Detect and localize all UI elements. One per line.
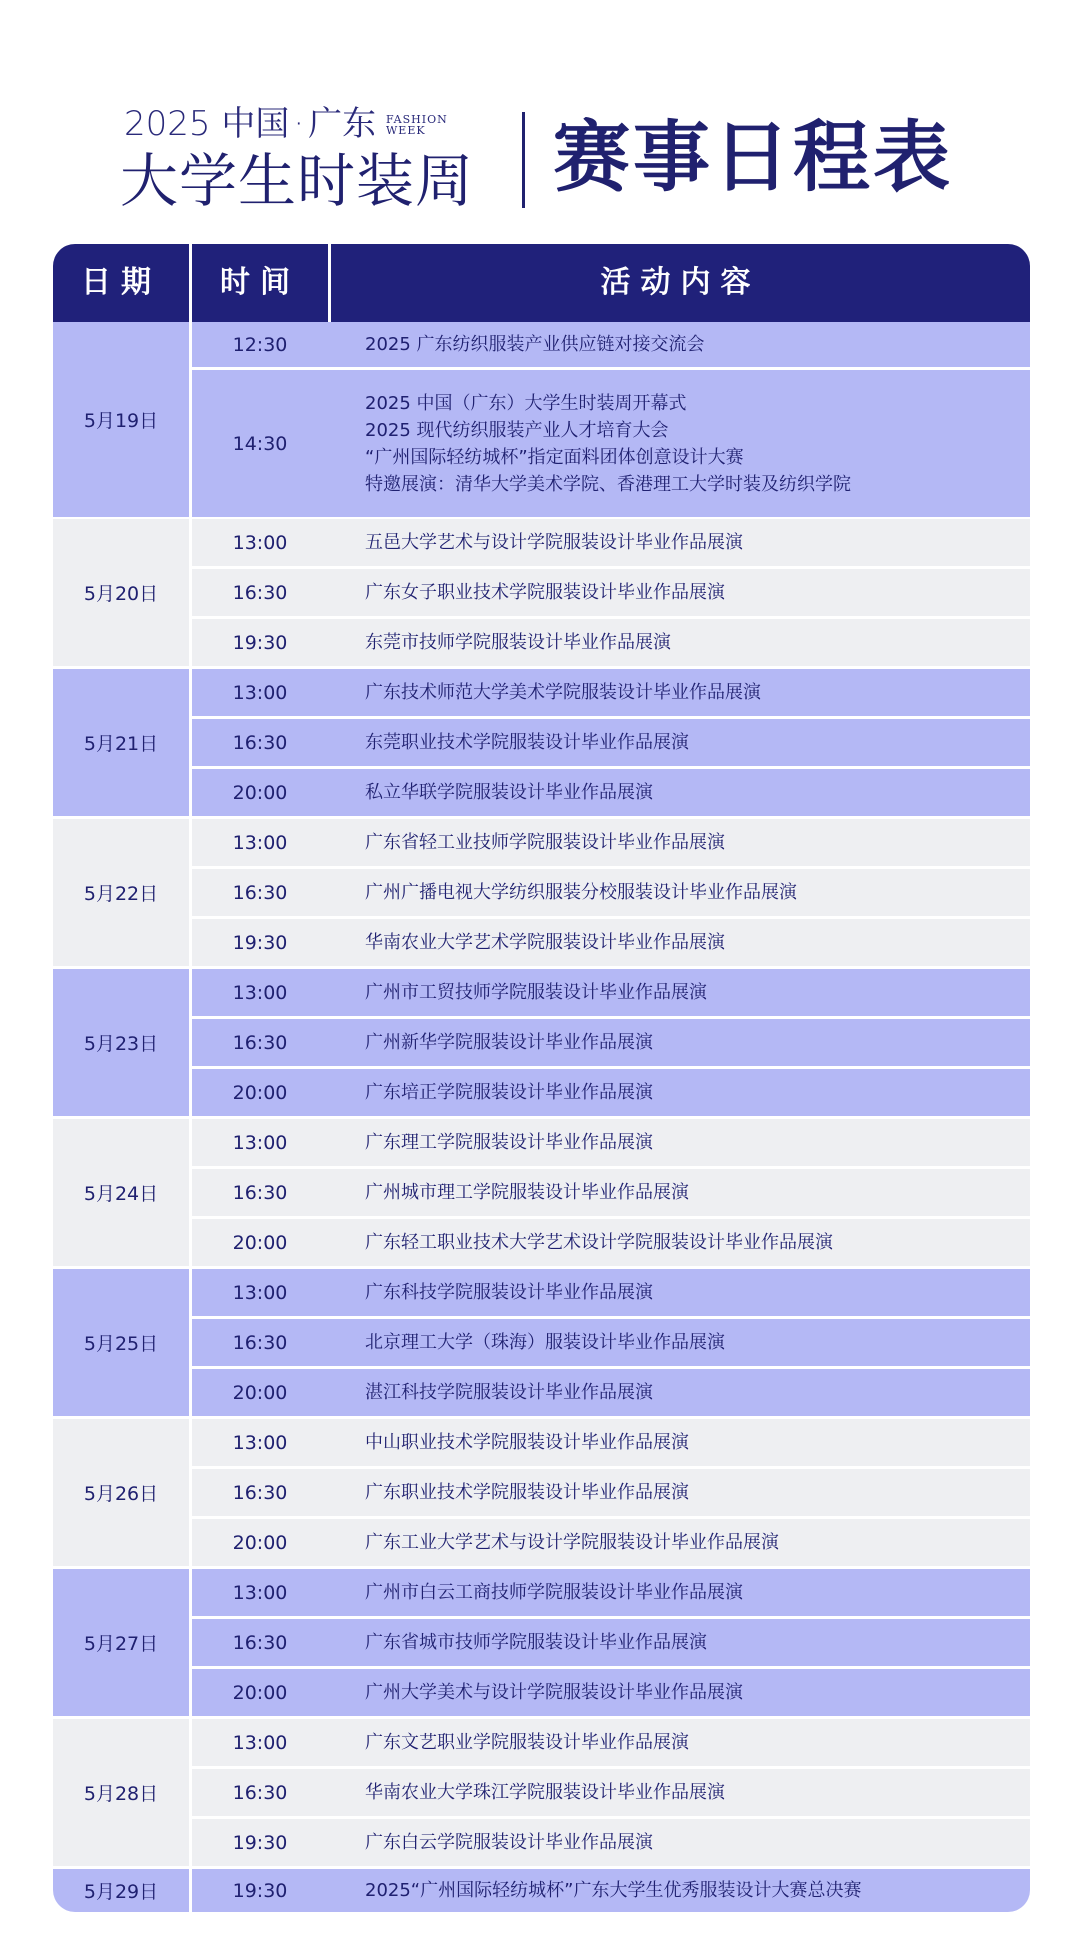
- activity-cell: [331, 1569, 1030, 1616]
- activity-line: 华南农业大学珠江学院服装设计毕业作品展演: [365, 1782, 725, 1803]
- activity-cell: [331, 619, 1030, 666]
- activity-cell: [331, 1519, 1030, 1566]
- column-header-time: 时间: [220, 265, 300, 300]
- time-cell: 14:30: [232, 432, 288, 455]
- time-cell: 20:00: [232, 1681, 288, 1704]
- time-cell: 16:30: [232, 1331, 288, 1354]
- activity-cell: [331, 519, 1030, 566]
- time-cell: 16:30: [232, 731, 288, 754]
- time-cell: 19:30: [232, 631, 288, 654]
- table-row: [192, 619, 1030, 666]
- activity-cell: [331, 1419, 1030, 1466]
- table-row: [192, 1269, 1030, 1316]
- page-header: [0, 0, 1080, 244]
- table-row: [192, 1169, 1030, 1216]
- day-group: [53, 322, 1030, 517]
- activity-cell: [331, 1019, 1030, 1066]
- table-row: [192, 1319, 1030, 1366]
- logo-year-place: 2025 中国: [124, 104, 290, 144]
- date-cell: 5月28日: [53, 1719, 189, 1866]
- activity-cell: [331, 370, 1030, 517]
- activity-line: 湛江科技学院服装设计毕业作品展演: [365, 1382, 653, 1403]
- activity-line: 特邀展演：清华大学美术学院、香港理工大学时装及纺织学院: [365, 473, 851, 495]
- activity-cell: [331, 1069, 1030, 1116]
- time-cell: 19:30: [232, 931, 288, 954]
- day-group: [53, 1719, 1030, 1866]
- date-cell: 5月19日: [53, 322, 189, 517]
- logo-fashion-week: [386, 114, 448, 136]
- activity-cell: [331, 819, 1030, 866]
- activity-line: 广东白云学院服装设计毕业作品展演: [365, 1832, 653, 1853]
- table-row: [192, 1519, 1030, 1566]
- activity-cell: [331, 1369, 1030, 1416]
- activity-cell: [331, 1219, 1030, 1266]
- table-row: [192, 569, 1030, 616]
- activity-cell: [331, 919, 1030, 966]
- time-cell: 16:30: [232, 881, 288, 904]
- activity-cell: [331, 1819, 1030, 1866]
- time-cell: 13:00: [232, 1131, 288, 1154]
- activity-cell: [331, 1719, 1030, 1766]
- time-cell: 20:00: [232, 1381, 288, 1404]
- time-cell: 16:30: [232, 1631, 288, 1654]
- logo-top-line: [124, 104, 376, 144]
- time-cell: 19:30: [232, 1831, 288, 1854]
- activity-cell: [331, 1769, 1030, 1816]
- date-cell: 5月25日: [53, 1269, 189, 1416]
- activity-line: 东莞市技师学院服装设计毕业作品展演: [365, 632, 671, 653]
- table-row: [192, 519, 1030, 566]
- date-cell: 5月22日: [53, 819, 189, 966]
- activity-line: 广州市白云工商技师学院服装设计毕业作品展演: [365, 1582, 743, 1603]
- time-cell: 16:30: [232, 1781, 288, 1804]
- table-row: [192, 322, 1030, 367]
- time-cell: 13:00: [232, 1281, 288, 1304]
- activity-cell: [331, 1269, 1030, 1316]
- table-row: [192, 1719, 1030, 1766]
- activity-cell: [331, 1869, 1030, 1912]
- time-cell: 16:30: [232, 1031, 288, 1054]
- table-row: [192, 1819, 1030, 1866]
- time-cell: 20:00: [232, 1231, 288, 1254]
- table-row: [192, 919, 1030, 966]
- table-row: [192, 769, 1030, 816]
- activity-line: 广东省城市技师学院服装设计毕业作品展演: [365, 1632, 707, 1653]
- column-header-activity: 活动内容: [600, 265, 761, 300]
- logo-fashion: FASHION: [386, 113, 448, 126]
- day-group: [53, 1269, 1030, 1416]
- logo-dot: ·: [293, 104, 305, 144]
- activity-line: 2025 现代纺织服装产业人才培育大会: [365, 419, 669, 441]
- day-group: [53, 819, 1030, 966]
- table-row: [192, 719, 1030, 766]
- activity-cell: [331, 769, 1030, 816]
- time-cell: 12:30: [232, 333, 288, 356]
- table-row: [192, 1669, 1030, 1716]
- table-row: [192, 1869, 1030, 1912]
- activity-line: 广东女子职业技术学院服装设计毕业作品展演: [365, 582, 725, 603]
- table-row: [192, 1569, 1030, 1616]
- activity-cell: [331, 1619, 1030, 1666]
- logo-main-title: 大学生时装周: [120, 147, 475, 215]
- activity-cell: [331, 669, 1030, 716]
- activity-line: 广东科技学院服装设计毕业作品展演: [365, 1282, 653, 1303]
- table-row: [192, 1769, 1030, 1816]
- activity-line: 中山职业技术学院服装设计毕业作品展演: [365, 1432, 689, 1453]
- time-cell: 19:30: [232, 1879, 288, 1902]
- activity-line: 广州广播电视大学纺织服装分校服装设计毕业作品展演: [365, 882, 797, 903]
- activity-cell: [331, 1119, 1030, 1166]
- time-cell: 13:00: [232, 1581, 288, 1604]
- table-row: [192, 1119, 1030, 1166]
- activity-cell: [331, 1669, 1030, 1716]
- logo-week: WEEK: [386, 124, 426, 137]
- activity-line: 广东培正学院服装设计毕业作品展演: [365, 1082, 653, 1103]
- table-row: [192, 969, 1030, 1016]
- table-row: [192, 1419, 1030, 1466]
- day-group: [53, 519, 1030, 666]
- time-cell: 20:00: [232, 781, 288, 804]
- activity-cell: [331, 869, 1030, 916]
- time-cell: 16:30: [232, 581, 288, 604]
- date-cell: 5月26日: [53, 1419, 189, 1566]
- time-cell: 13:00: [232, 681, 288, 704]
- table-row: [192, 669, 1030, 716]
- table-row: [192, 1219, 1030, 1266]
- header-divider: [522, 112, 525, 208]
- activity-line: 五邑大学艺术与设计学院服装设计毕业作品展演: [365, 532, 743, 553]
- table-row: [192, 370, 1030, 517]
- activity-line: 东莞职业技术学院服装设计毕业作品展演: [365, 732, 689, 753]
- day-group: [53, 1569, 1030, 1716]
- day-group: [53, 969, 1030, 1116]
- activity-line: 广东轻工职业技术大学艺术设计学院服装设计毕业作品展演: [365, 1232, 833, 1253]
- table-row: [192, 819, 1030, 866]
- activity-cell: [331, 1469, 1030, 1516]
- table-row: [192, 869, 1030, 916]
- activity-line: 广州市工贸技师学院服装设计毕业作品展演: [365, 982, 707, 1003]
- table-row: [192, 1019, 1030, 1066]
- date-cell: 5月20日: [53, 519, 189, 666]
- time-cell: 13:00: [232, 1731, 288, 1754]
- activity-line: “广州国际轻纺城杯”指定面料团体创意设计大赛: [365, 446, 744, 468]
- day-group: [53, 1419, 1030, 1566]
- table-row: [192, 1619, 1030, 1666]
- activity-cell: [331, 719, 1030, 766]
- activity-line: 2025 中国（广东）大学生时装周开幕式: [365, 392, 687, 414]
- date-cell: 5月21日: [53, 669, 189, 816]
- time-cell: 13:00: [232, 831, 288, 854]
- activity-line: 私立华联学院服装设计毕业作品展演: [365, 782, 653, 803]
- activity-line: 广东省轻工业技师学院服装设计毕业作品展演: [365, 832, 725, 853]
- day-group: [53, 669, 1030, 816]
- activity-cell: [331, 969, 1030, 1016]
- date-cell: 5月27日: [53, 1569, 189, 1716]
- activity-line: 2025 广东纺织服装产业供应链对接交流会: [365, 334, 705, 355]
- table-header: [53, 244, 1030, 322]
- activity-cell: [331, 1169, 1030, 1216]
- time-cell: 13:00: [232, 531, 288, 554]
- time-cell: 13:00: [232, 1431, 288, 1454]
- activity-line: 广州新华学院服装设计毕业作品展演: [365, 1032, 653, 1053]
- activity-line: 广东工业大学艺术与设计学院服装设计毕业作品展演: [365, 1532, 779, 1553]
- activity-line: 广东理工学院服装设计毕业作品展演: [365, 1132, 653, 1153]
- schedule-table: [53, 244, 1030, 1912]
- time-cell: 16:30: [232, 1481, 288, 1504]
- fashion-week-logo: [120, 104, 514, 215]
- activity-line: 广东文艺职业学院服装设计毕业作品展演: [365, 1732, 689, 1753]
- activity-cell: [331, 569, 1030, 616]
- activity-line: 广州城市理工学院服装设计毕业作品展演: [365, 1182, 689, 1203]
- time-cell: 20:00: [232, 1531, 288, 1554]
- activity-line: 华南农业大学艺术学院服装设计毕业作品展演: [365, 932, 725, 953]
- day-group: [53, 1869, 1030, 1912]
- date-cell: 5月29日: [53, 1869, 189, 1912]
- table-row: [192, 1469, 1030, 1516]
- column-header-date: 日期: [81, 265, 161, 300]
- logo-place: 广东: [308, 104, 377, 144]
- date-cell: 5月23日: [53, 969, 189, 1116]
- activity-line: 2025“广州国际轻纺城杯”广东大学生优秀服装设计大赛总决赛: [365, 1880, 862, 1901]
- time-cell: 20:00: [232, 1081, 288, 1104]
- activity-line: 广州大学美术与设计学院服装设计毕业作品展演: [365, 1682, 743, 1703]
- day-group: [53, 1119, 1030, 1266]
- time-cell: 13:00: [232, 981, 288, 1004]
- date-cell: 5月24日: [53, 1119, 189, 1266]
- activity-cell: [331, 322, 1030, 367]
- table-row: [192, 1369, 1030, 1416]
- table-row: [192, 1069, 1030, 1116]
- activity-line: 北京理工大学（珠海）服装设计毕业作品展演: [365, 1332, 725, 1353]
- page-title: 赛事日程表: [553, 114, 953, 203]
- activity-cell: [331, 1319, 1030, 1366]
- time-cell: 16:30: [232, 1181, 288, 1204]
- activity-line: 广东技术师范大学美术学院服装设计毕业作品展演: [365, 682, 761, 703]
- activity-line: 广东职业技术学院服装设计毕业作品展演: [365, 1482, 689, 1503]
